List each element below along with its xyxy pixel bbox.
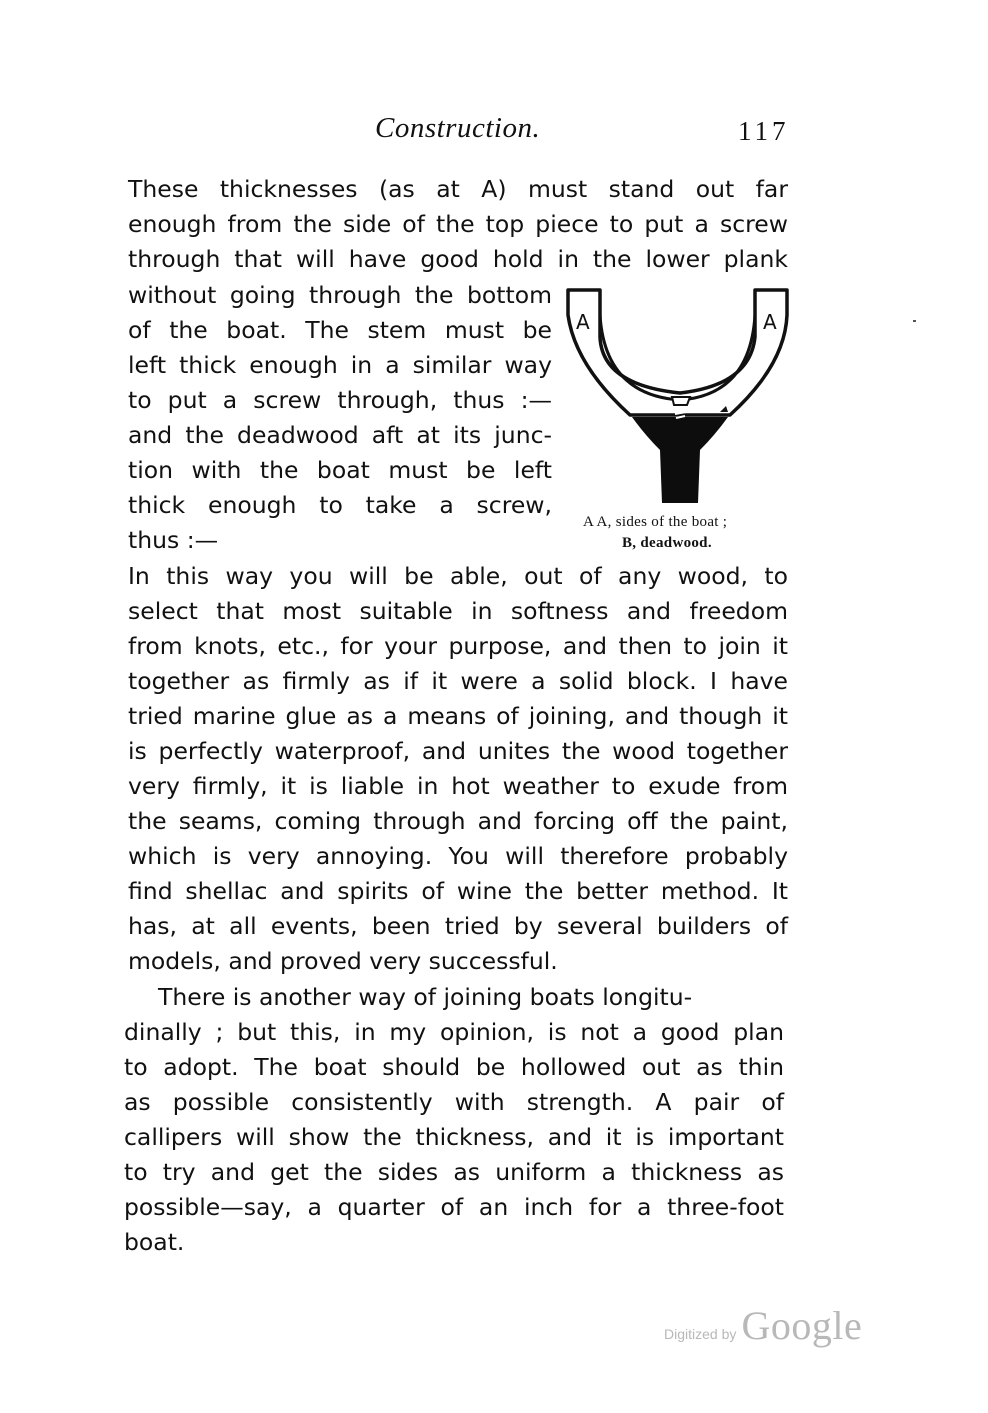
text-line: through that will have good hold in the lower plank [128,245,788,273]
text-line: There is another way of joining boats longitu- [158,983,693,1011]
text-line: select that most suitable in softness and freedom [128,597,788,625]
label-a-right: A [763,310,777,334]
text-line: has, at all events, been tried by several builders of [128,912,788,940]
text-line: very firmly, it is liable in hot weather to exude from [128,772,788,800]
text-line: the seams, coming through and forcing off the paint, [128,807,788,835]
text-line: from knots, etc., for your purpose, and then to join it [128,632,788,660]
scan-speck [913,320,916,322]
watermark-brand: Google [741,1303,863,1348]
text-line: boat. [124,1228,185,1256]
text-line: These thicknesses (as at A) must stand out far [128,175,788,203]
page-number: 117 [738,116,790,146]
text-line: callipers will show the thickness, and it is important [124,1123,784,1151]
text-line: dinally ; but this, in my opinion, is not a good plan [124,1018,784,1046]
deadwood-block [632,417,728,503]
text-line: to adopt. The boat should be hollowed out as thin [124,1053,784,1081]
text-line: thus :— [128,526,219,554]
text-line: find shellac and spirits of wine the better method. It [128,877,788,905]
running-head: Construction. [375,112,541,144]
text-line: possible—say, a quarter of an inch for a three-foot [124,1193,784,1221]
text-line: as possible consistently with strength. A pair of [124,1088,784,1116]
text-line: to try and get the sides as uniform a thickness as [124,1158,784,1186]
text-line: In this way you will be able, out of any wood, to [128,562,788,590]
label-a-left: A [576,310,590,334]
watermark-prefix: Digitized by [664,1326,737,1342]
digitized-watermark [664,1302,862,1349]
text-line: enough from the side of the top piece to put a screw [128,210,788,238]
text-line: which is very annoying. You will therefore probably [128,842,788,870]
text-line: left thick enough in a similar way [128,351,552,379]
text-line: models, and proved very successful. [128,947,558,975]
text-line: tion with the boat must be left [128,456,552,484]
text-line: without going through the bottom [128,281,552,309]
text-line: thick enough to take a screw, [128,491,552,519]
text-line: to put a screw through, thus :— [128,386,552,414]
figure-caption-line2: B, deadwood. [622,535,712,551]
text-line: of the boat. The stem must be [128,316,552,344]
text-line: and the deadwood aft at its junc- [128,421,552,449]
text-line: is perfectly waterproof, and unites the wood together [128,737,788,765]
text-line: together as firmly as if it were a solid block. I have [128,667,788,695]
text-line: tried marine glue as a means of joining, and though it [128,702,788,730]
figure-caption-line1: A A, sides of the boat ; [583,514,728,530]
